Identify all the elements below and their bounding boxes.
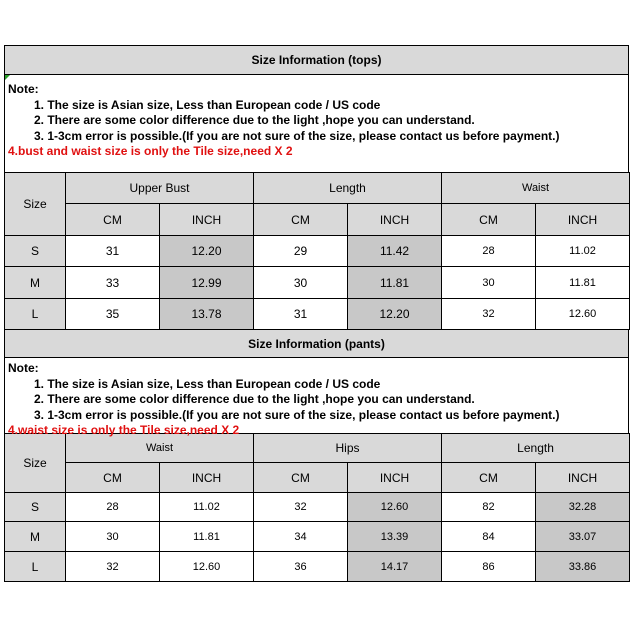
tops-size-table [4,172,630,330]
tops-unit-header: CM [254,204,348,236]
cell-marker-icon [5,75,10,80]
value-cell: 82 [442,493,536,522]
table-row [5,267,630,299]
value-cell: 11.42 [348,236,442,267]
value-cell: 12.60 [348,493,442,522]
size-cell: S [5,493,66,522]
pants-note-2: 2. There are some color difference due to the light ,hope you can understand. [34,392,475,406]
value-cell: 28 [66,493,160,522]
value-cell: 11.02 [536,236,630,267]
table-row [5,522,630,552]
tops-notes [4,75,629,172]
pants-red-note: 4.waist size is only the Tile size,need X 2 [8,423,240,437]
value-cell: 35 [66,299,160,330]
tops-banner [4,45,629,75]
value-cell: 30 [66,522,160,552]
value-cell: 11.81 [536,267,630,299]
value-cell: 13.78 [160,299,254,330]
size-chart-sheet [4,45,629,582]
value-cell: 11.81 [348,267,442,299]
value-cell: 11.02 [160,493,254,522]
value-cell: 11.81 [160,522,254,552]
pants-group-header: Hips [254,434,442,463]
pants-unit-header: CM [66,463,160,493]
value-cell: 14.17 [348,552,442,582]
value-cell: 12.20 [348,299,442,330]
pants-banner [4,330,629,358]
value-cell: 13.39 [348,522,442,552]
value-cell: 34 [254,522,348,552]
value-cell: 32 [254,493,348,522]
tops-note-1: 1. The size is Asian size, Less than European code / US code [34,97,381,112]
tops-note-3: 3. 1-3cm error is possible.(If you are not sure of the size, please contact us before payment.) [34,128,560,143]
pants-unit-header: INCH [160,463,254,493]
tops-banner-title: Size Information (tops) [251,53,382,67]
pants-unit-header: CM [442,463,536,493]
tops-unit-header: CM [442,204,536,236]
value-cell: 84 [442,522,536,552]
pants-notes [4,358,629,437]
value-cell: 12.20 [160,236,254,267]
value-cell: 12.60 [536,299,630,330]
tops-note-title: Note: [8,82,39,96]
size-cell: L [5,299,66,330]
pants-group-header: Length [442,434,630,463]
value-cell: 28 [442,236,536,267]
pants-note-3: 3. 1-3cm error is possible.(If you are not sure of the size, please contact us before payment.) [34,407,560,422]
pants-size-header: Size [5,434,66,493]
value-cell: 31 [66,236,160,267]
pants-size-table [4,433,630,582]
value-cell: 30 [442,267,536,299]
value-cell: 32.28 [536,493,630,522]
tops-unit-header: INCH [160,204,254,236]
size-cell: S [5,236,66,267]
pants-note-1: 1. The size is Asian size, Less than European code / US code [34,376,381,391]
tops-size-header: Size [5,173,66,236]
table-row [5,236,630,267]
tops-note-2: 2. There are some color difference due to the light ,hope you can understand. [34,113,475,127]
value-cell: 33 [66,267,160,299]
value-cell: 29 [254,236,348,267]
value-cell: 32 [66,552,160,582]
pants-unit-header: CM [254,463,348,493]
size-cell: M [5,267,66,299]
value-cell: 86 [442,552,536,582]
table-row [5,493,630,522]
size-cell: L [5,552,66,582]
value-cell: 33.86 [536,552,630,582]
tops-group-header: Waist [442,173,630,204]
tops-red-note: 4.bust and waist size is only the Tile size,need X 2 [8,144,293,158]
pants-group-header: Waist [66,434,254,463]
pants-unit-header: INCH [348,463,442,493]
tops-unit-header: CM [66,204,160,236]
value-cell: 12.60 [160,552,254,582]
value-cell: 12.99 [160,267,254,299]
pants-banner-title: Size Information (pants) [248,336,385,351]
tops-group-header: Upper Bust [66,173,254,204]
value-cell: 30 [254,267,348,299]
table-row [5,552,630,582]
tops-unit-header: INCH [348,204,442,236]
value-cell: 33.07 [536,522,630,552]
value-cell: 32 [442,299,536,330]
size-cell: M [5,522,66,552]
tops-group-header: Length [254,173,442,204]
pants-note-title: Note: [8,361,39,375]
pants-unit-header: INCH [536,463,630,493]
tops-unit-header: INCH [536,204,630,236]
table-row [5,299,630,330]
value-cell: 36 [254,552,348,582]
value-cell: 31 [254,299,348,330]
